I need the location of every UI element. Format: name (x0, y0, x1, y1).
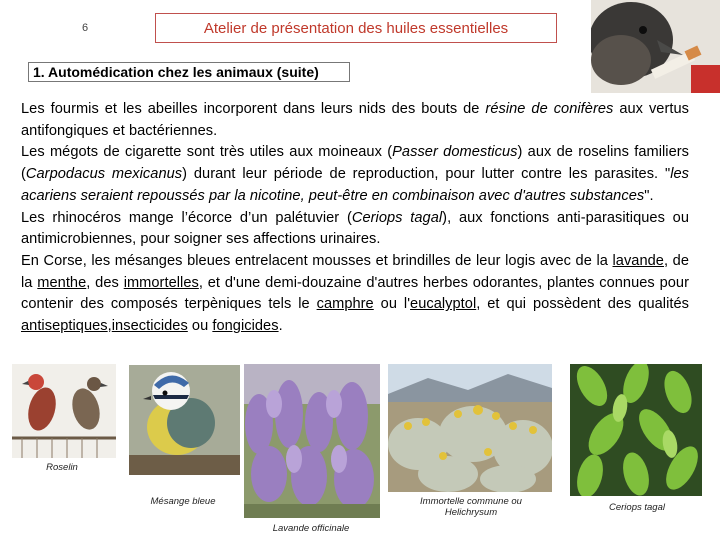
caption-ceriops: Ceriops tagal (609, 502, 665, 513)
link-menthe[interactable]: menthe (37, 274, 87, 291)
link-lavande[interactable]: lavande (612, 252, 664, 269)
page-title-text: Atelier de présentation des huiles essentielles (203, 19, 509, 37)
mesange-photo (129, 365, 240, 475)
link-fongicides[interactable]: fongicides (212, 318, 279, 335)
caption-mesange: Mésange bleue (150, 496, 216, 507)
paragraph-sparrows: Les mégots de cigarette sont très utiles aux moineaux (Passer domesticus) aux de roselins familiers (Carpodacus mexicanus) durant leur période de reproduction, pour lutter contre les parasites. "les acariens seraient repoussés par la nicotine, peut-être en combinaison avec d'autres substances". (21, 144, 690, 204)
lavande-photo (244, 364, 380, 518)
link-antiseptiques[interactable]: antiseptiques (21, 318, 108, 335)
paragraph-corsica: En Corse, les mésanges bleues entrelacent mousses et brindilles de leur logis avec de la lavande, de la menthe, des immortelles, et d'une demi-douzaine d'autres herbes odorantes, plantes connues pour contenir des composés terpèniques tels le camphre ou l'eucalyptol, et qui possèdent des qualités antiseptiques,insecticides ou fongicides. (21, 252, 690, 335)
ceriops-photo (570, 364, 702, 496)
caption-lavande: Lavande officinale (272, 523, 350, 534)
section-title: 1. Automédication chez les animaux (suite) (28, 62, 350, 82)
sparrow-photo (591, 0, 720, 93)
roselin-photo (12, 364, 116, 458)
page-number: 6 (82, 22, 89, 34)
caption-roselin: Roselin (46, 462, 78, 473)
paragraph-rhinoceros: Les rhinocéros mange l’écorce d’un palétuvier (Ceriops tagal), aux fonctions anti-parasitiques ou antimicrobiennes, pour soigner ses affections urinaires. (21, 209, 689, 248)
caption-immortelle: Immortelle commune ou Helichrysum (420, 496, 522, 518)
link-immortelles[interactable]: immortelles (123, 274, 199, 291)
page-title (155, 13, 557, 43)
paragraph-ants-bees: Les fourmis et les abeilles incorporent dans leurs nids des bouts de résine de conifères aux vertus antifongiques et bactériennes. (21, 101, 689, 139)
immortelle-photo (388, 364, 552, 492)
body-text (21, 99, 689, 338)
link-insecticides[interactable]: insecticides (111, 318, 188, 335)
link-camphre[interactable]: camphre (316, 296, 374, 313)
link-eucalyptol[interactable]: eucalyptol (410, 296, 477, 313)
